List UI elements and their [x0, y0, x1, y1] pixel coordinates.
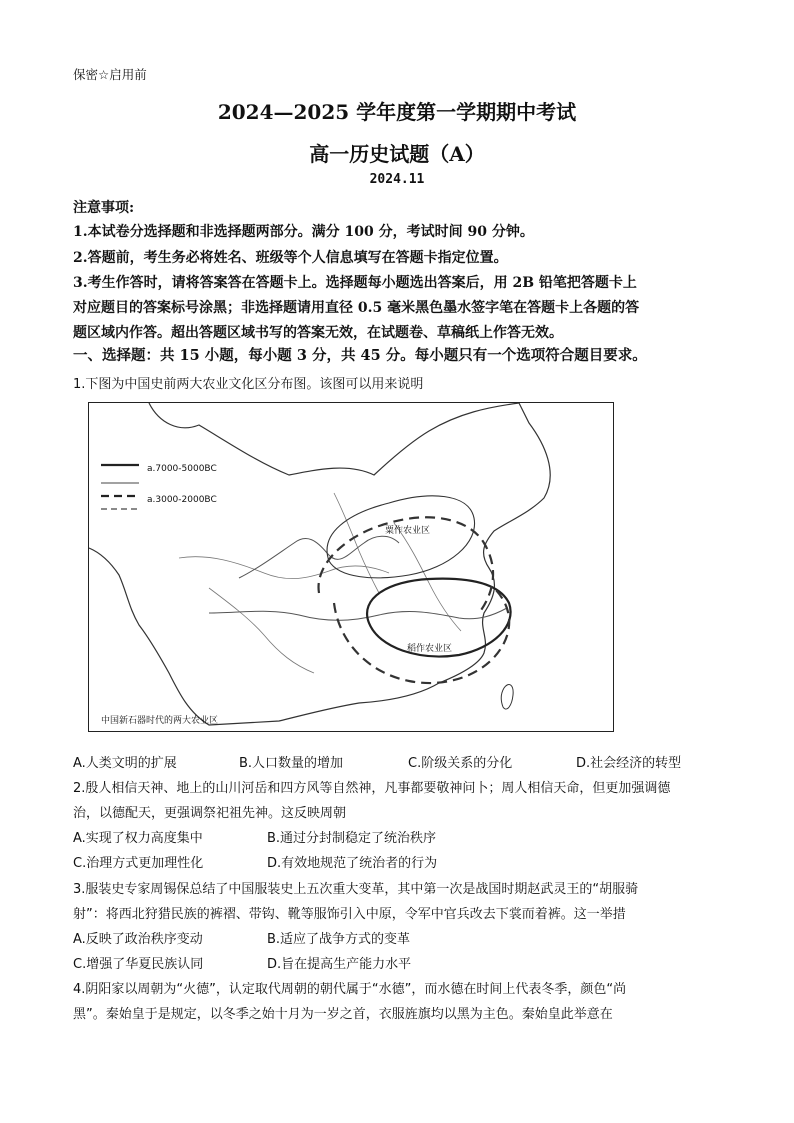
china-outline: [89, 403, 550, 725]
q1-option-a[interactable]: A.人类文明的扩展: [73, 756, 177, 771]
question-1-stem: 1.下图为中国史前两大农业文化区分布图。该图可以用来说明: [73, 377, 424, 392]
q3-option-a[interactable]: A.反映了政治秩序变动: [73, 932, 203, 947]
border-line: [179, 557, 389, 579]
q1-option-b[interactable]: B.人口数量的增加: [239, 756, 344, 771]
border-line: [394, 523, 461, 631]
q3-option-d[interactable]: D.旨在提高生产能力水平: [267, 957, 412, 972]
note-line: 题区域内作答。超出答题区域书写的答案无效，在试题卷、草稿纸上作答无效。: [73, 325, 563, 341]
note-line: 2.答题前，考生务必将姓名、班级等个人信息填写在答题卡指定位置。: [73, 250, 508, 266]
agriculture-map: [88, 402, 614, 732]
q1-option-d[interactable]: D.社会经济的转型: [576, 756, 682, 771]
question-4-stem: 黑”。秦始皇于是规定，以冬季之始十月为一岁之首，衣服旌旗均以黑为主色。秦始皇此举意在: [73, 1007, 613, 1022]
q2-option-d[interactable]: D.有效地规范了统治者的行为: [267, 856, 438, 871]
exam-subtitle: 高一历史试题（A）: [309, 142, 485, 166]
section-heading: 一、选择题：共 15 小题，每小题 3 分，共 45 分。每小题只有一个选项符合题目要求。: [73, 347, 647, 364]
notes-heading: 注意事项:: [73, 200, 135, 216]
exam-date: 2024.11: [369, 172, 425, 187]
taiwan-outline: [501, 684, 513, 709]
q1-option-c[interactable]: C.阶级关系的分化: [408, 756, 513, 771]
legend-label-a: a.7000-5000BC: [147, 464, 217, 474]
map-caption: 中国新石器时代的两大农业区: [101, 716, 219, 726]
note-line: 对应题目的答案标号涂黑；非选择题请用直径 0.5 毫米黑色墨水签字笔在答题卡上各题的答: [73, 300, 640, 316]
river-line: [239, 536, 399, 578]
question-3-stem: 射”：将西北狩猎民族的裤褶、带钩、靴等服饰引入中原，令军中官兵改去下裳而着裤。这一举措: [73, 907, 626, 922]
note-line: 3.考生作答时，请将答案答在答题卡上。选择题每小题选出答案后，用 2B 铅笔把答题卡上: [73, 275, 637, 291]
millet-zone-early: [327, 496, 474, 578]
question-4-stem: 4.阴阳家以周朝为“火德”，认定取代周朝的朝代属于“水德”，而水德在时间上代表冬季，颜色“尚: [73, 982, 627, 997]
note-line: 1.本试卷分选择题和非选择题两部分。满分 100 分，考试时间 90 分钟。: [73, 224, 534, 240]
exam-title: 2024—2025 学年度第一学期期中考试: [217, 100, 577, 124]
rice-zone-late: [334, 588, 509, 683]
rice-zone-label: 稻作农业区: [407, 644, 453, 654]
question-3-stem: 3.服装史专家周锡保总结了中国服装史上五次重大变革，其中第一次是战国时期赵武灵王的“胡服骑: [73, 882, 639, 897]
river-line: [209, 608, 507, 620]
border-line: [209, 588, 314, 673]
question-2-stem: 治，以德配天，更强调祭祀祖先神。这反映周朝: [73, 806, 347, 821]
map-drawing: [89, 403, 614, 732]
q3-option-c[interactable]: C.增强了华夏民族认同: [73, 957, 204, 972]
confidential-mark: 保密☆启用前: [73, 67, 147, 82]
q2-option-b[interactable]: B.通过分封制稳定了统治秩序: [267, 831, 437, 846]
q2-option-c[interactable]: C.治理方式更加理性化: [73, 856, 204, 871]
millet-zone-label: 粟作农业区: [385, 526, 431, 536]
q2-option-a[interactable]: A.实现了权力高度集中: [73, 831, 203, 846]
q3-option-b[interactable]: B.适应了战争方式的变革: [267, 932, 411, 947]
question-2-stem: 2.殷人相信天神、地上的山川河岳和四方风等自然神，凡事都要敬神问卜；周人相信天命，但更加强调德: [73, 781, 671, 796]
legend-label-b: a.3000-2000BC: [147, 495, 217, 505]
